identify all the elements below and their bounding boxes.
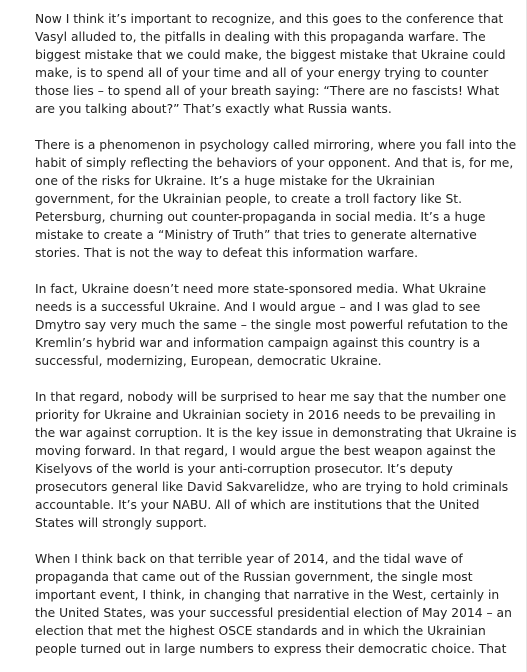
paragraph-corruption: In that regard, nobody will be surprised to hear me say that the number one priority for Ukraine and Ukrainian society in 2016 needs to be prevailing in the war against corruption. It is the key issue in demonstrating that Ukraine is moving forward. In that regard, I would argue the best weapon against the Kiselyovs of the world is your anti-corruption prosecutor. It’s deputy prosecutors general like David Sakvarelidze, who are trying to hold criminals accountable. It’s your NABU. All of which are institutions that the United States will strongly support. <box>35 390 517 530</box>
paragraph-mirroring: There is a phenomenon in psychology called mirroring, where you fall into the habit of simply reflecting the behaviors of your opponent. And that is, for me, one of the risks for Ukraine. It’s a huge mistake for the Ukrainian government, for the Ukrainian people, to create a troll factory like St. Petersburg, churning out counter-propaganda in social media. It’s a huge mistake to create a “Ministry of Truth” that tries to generate alternative stories. That is not the way to defeat this information warfare. <box>35 138 517 260</box>
paragraph-propaganda-pitfalls: Now I think it’s important to recognize, and this goes to the conference that Vasyl alluded to, the pitfalls in dealing with this propaganda warfare. The biggest mistake that we could make, the biggest mistake that Ukraine could make, is to spend all of your time and all of your energy trying to counter those lies – to spend all of your breath saying: “There are no fascists! What are you talking about?” That’s exactly what Russia wants. <box>35 12 506 116</box>
speech-text <box>35 10 517 658</box>
paragraph-successful-ukraine: In fact, Ukraine doesn’t need more state-sponsored media. What Ukraine needs is a successful Ukraine. And I would argue – and I was glad to see Dmytro say very much the same – the single most powerful refutation to the Kremlin’s hybrid war and information campaign against this country is a successful, modernizing, European, democratic Ukraine. <box>35 282 508 368</box>
paragraph-election-2014: When I think back on that terrible year of 2014, and the tidal wave of propaganda that came out of the Russian government, the single most important event, I think, in changing that narrative in the West, certainly in the United States, was your successful presidential election of May 2014 – an election that met the highest OSCE standards and in which the Ukrainian people turned out in large numbers to express their democratic choice. That <box>35 552 512 656</box>
